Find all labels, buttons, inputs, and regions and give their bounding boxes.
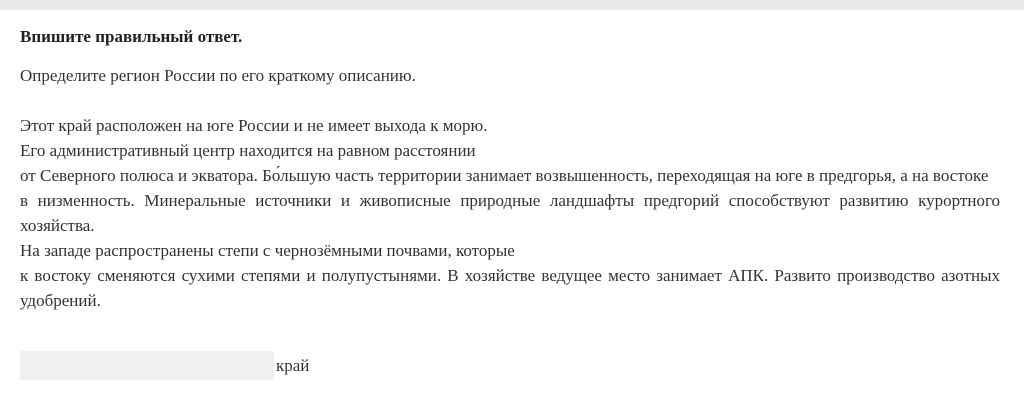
description-line: в низменность. Минеральные источники и живописные природные ландшафты предгорий способствуют развитию курортного хозяйства. — [20, 191, 1000, 235]
description-line: На западе распространены степи с чернозёмными почвами, которые — [20, 241, 515, 260]
answer-suffix: край — [276, 356, 310, 375]
top-strip — [0, 0, 1024, 10]
task-question: Определите регион России по его краткому описанию. — [20, 66, 416, 85]
description-line: от Северного полюса и экватора. Бо́льшую часть территории занимает возвышенность, переходящая на юге в предгорья, а на востоке — [20, 166, 989, 185]
answer-input[interactable] — [20, 351, 274, 380]
region-description — [20, 113, 1000, 313]
description-line: Его административный центр находится на равном расстоянии — [20, 141, 476, 160]
task-content — [20, 24, 1000, 313]
answer-row — [20, 351, 309, 380]
description-line: Этот край расположен на юге России и не имеет выхода к морю. — [20, 116, 488, 135]
description-line: к востоку сменяются сухими степями и полупустынями. В хозяйстве ведущее место занимает АПК. Развито производство азотных удобрений. — [20, 266, 1000, 310]
task-instruction: Впишите правильный ответ. — [20, 27, 243, 46]
spacer — [20, 88, 1000, 113]
